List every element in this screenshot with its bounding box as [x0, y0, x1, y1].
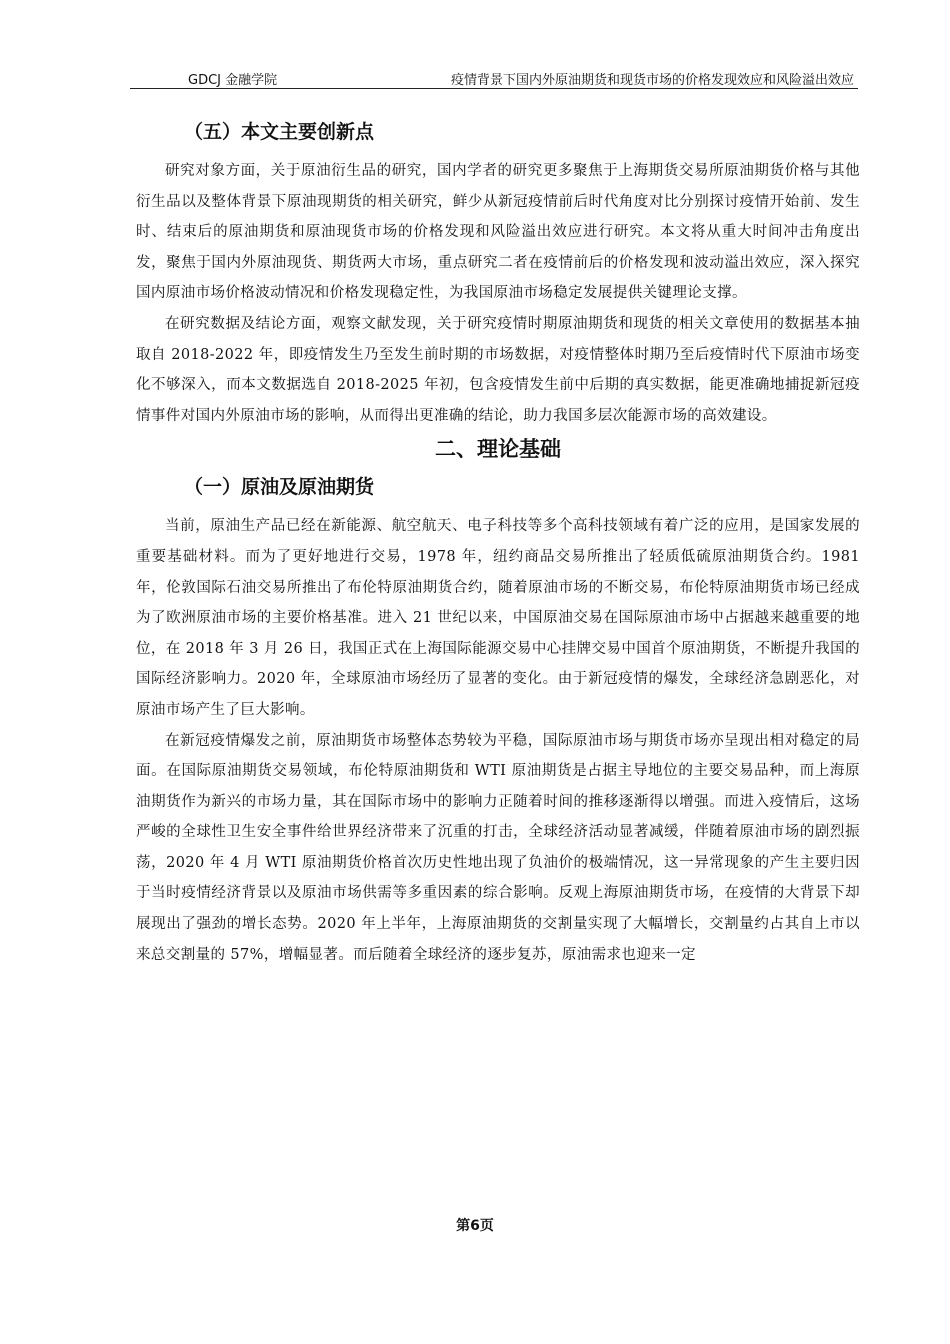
- innovation-paragraph-1: 研究对象方面，关于原油衍生品的研究，国内学者的研究更多聚焦于上海期货交易所原油期货价格与其他衍生品以及整体背景下原油现期货的相关研究，鲜少从新冠疫情前后时代角度对比分别探讨疫情开始前、发生时、结束后的原油期货和原油现货市场的价格发现和风险溢出效应进行研究。本文将从重大时间冲击角度出发，聚焦于国内外原油现货、期货两大市场，重点研究二者在疫情前后的价格发现和波动溢出效应，深入探究国内原油市场价格波动情况和价格发现稳定性，为我国原油市场稳定发展提供关键理论支撑。: [136, 163, 860, 302]
- header-paper-title: 疫情背景下国内外原油期货和现货市场的价格发现效应和风险溢出效应: [450, 73, 854, 88]
- crude-oil-paragraph-1: 当前，原油生产品已经在新能源、航空航天、电子科技等多个高科技领域有着广泛的应用，是国家发展的重要基础材料。而为了更好地进行交易，1978 年，纽约商品交易所推出了轻质低硫原油期货合约。1981 年，伦敦国际石油交易所推出了布伦特原油期货合约，随着原油市场的不断交易，布伦特原油期货市场已经成为了欧洲原油市场的主要价格基准。进入 21 世纪以来，中国原油交易在国际原油市场中占据越来越重要的地位，在 2018 年 3 月 26 日，我国正式在上海国际能源交易中心挂牌交易中国首个原油期货，不断提升我国的国际经济影响力。2020 年，全球原油市场经历了显著的变化。由于新冠疫情的爆发，全球经济急剧恶化，对原油市场产生了巨大影响。: [136, 518, 860, 718]
- header-institution: GDCJ 金融学院: [188, 73, 278, 88]
- innovation-paragraph-2: 在研究数据及结论方面，观察文献发现，关于研究疫情时期原油期货和现货的相关文章使用的数据基本抽取自 2018-2022 年，即疫情发生乃至发生前时期的市场数据，对疫情整体时期乃至后疫情时代下原油市场变化不够深入，而本文数据选自 2018-2025 年初，包含疫情发生前中后期的真实数据，能更准确地捕捉新冠疫情事件对国内外原油市场的影响，从而得出更准确的结论，助力我国多层次能源市场的高效建设。: [136, 315, 860, 424]
- page-number: 第6页: [456, 1218, 494, 1234]
- running-header: [130, 66, 858, 89]
- crude-oil-heading: （一）原油及原油期货: [184, 476, 375, 499]
- page-content: [136, 112, 860, 970]
- theory-section-heading: 二、理论基础: [435, 437, 561, 462]
- innovation-heading: （五）本文主要创新点: [184, 121, 375, 143]
- crude-oil-paragraph-2: 在新冠疫情爆发之前，原油期货市场整体态势较为平稳，国际原油市场与期货市场亦呈现出相对稳定的局面。在国际原油期货交易领域，布伦特原油期货和 WTI 原油期货是占据主导地位的主要交易品种，而上海原油期货作为新兴的市场力量，其在国际市场中的影响力正随着时间的推移逐渐得以增强。而进入疫情后，这场严峻的全球性卫生安全事件给世界经济带来了沉重的打击，全球经济活动显著减缓，伴随着原油市场的剧烈振荡，2020 年 4 月 WTI 原油期货价格首次历史性地出现了负油价的极端情况，这一异常现象的产生主要归因于当时疫情经济背景以及原油市场供需等多重因素的综合影响。反观上海原油期货市场，在疫情的大背景下却展现出了强劲的增长态势。2020 年上半年，上海原油期货的交割量实现了大幅增长，交割量约占其自上市以来总交割量的 57%，增幅显著。而后随着全球经济的逐步复苏，原油需求也迎来一定: [136, 732, 860, 963]
